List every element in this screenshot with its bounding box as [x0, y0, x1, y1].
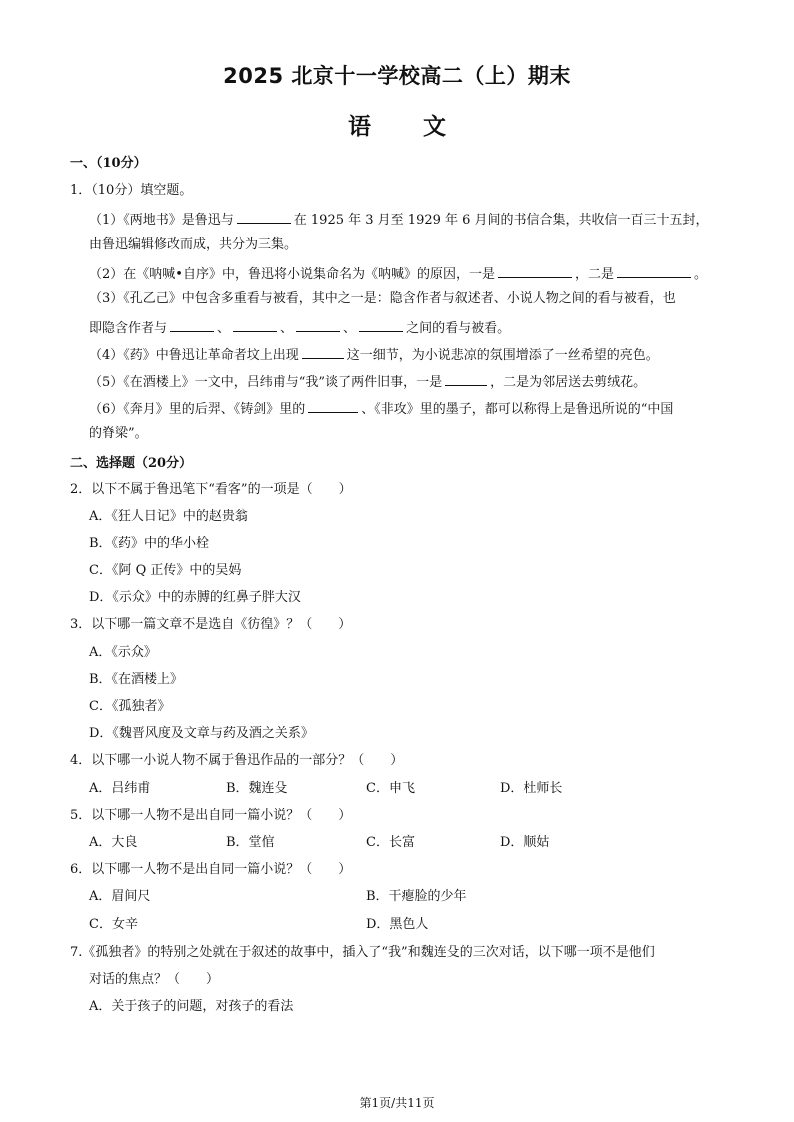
q1-item-6-text-a: （6）《奔月》里的后羿、《铸剑》里的 [89, 402, 306, 417]
q1-item-2 [89, 264, 707, 283]
q7-option-a: A．关于孩子的问题，对孩子的看法 [89, 999, 294, 1014]
q1-item-2-text-a: （2）在《呐喊•自序》中，鲁迅将小说集命名为《呐喊》的原因，一是 [89, 267, 495, 282]
separator: 、 [343, 321, 357, 336]
q1-item-2-text-b: ，二是 [574, 267, 614, 282]
q1-item-5-text-b: ，二是为邻居送去剪绒花。 [490, 375, 647, 390]
question-4-stem: 4．以下哪一小说人物不属于鲁迅作品的一部分？（ ） [70, 753, 404, 768]
separator: 、 [217, 321, 231, 336]
q2-option-b: B．《药》中的华小栓 [89, 536, 210, 551]
q5-option-a: A．大良 [89, 835, 138, 850]
q2-option-a: A．《狂人日记》中的赵贵翁 [89, 509, 248, 524]
page-title: 2025 北京十一学校高二（上）期末 [223, 64, 571, 88]
fill-blank [302, 345, 344, 359]
q6-option-c: C．女辛 [89, 917, 138, 932]
q1-item-6 [89, 399, 673, 418]
section-heading-2: 二、选择题（20分） [70, 456, 193, 471]
q1-item-1-cont: 由鲁迅编辑修改而成，共分为三集。 [89, 237, 298, 252]
q1-item-1 [89, 210, 709, 229]
q1-item-3-cont [89, 318, 510, 337]
question-6-stem: 6．以下哪一人物不是出自同一篇小说？（ ） [70, 862, 352, 877]
q1-item-5-text-a: （5）《在酒楼上》一文中，吕纬甫与“我”谈了两件旧事，一是 [89, 375, 443, 390]
q5-option-c: C．长富 [366, 835, 415, 850]
q1-item-2-text-c: 。 [693, 267, 707, 282]
section-heading-1: 一、（10分） [70, 156, 147, 171]
q3-option-d: D．《魏晋风度及文章与药及酒之关系》 [89, 726, 314, 741]
q1-item-3-text-c: 之间的看与被看。 [406, 321, 511, 336]
q1-item-4-text-b: 这一细节，为小说悲凉的氛围增添了一丝希望的亮色。 [346, 348, 659, 363]
fill-blank [445, 372, 487, 386]
fill-blank [237, 210, 291, 224]
q4-option-b: B．魏连殳 [226, 781, 288, 796]
fill-blank [498, 264, 572, 278]
separator: 、 [280, 321, 294, 336]
question-1-stem: 1．（10分）填空题。 [70, 183, 193, 198]
q6-option-b: B．干瘪脸的少年 [366, 889, 467, 904]
question-3-stem: 3．以下哪一篇文章不是选自《彷徨》？（ ） [70, 617, 352, 632]
fill-blank [170, 318, 214, 332]
subject-title: 语 文 [347, 114, 446, 140]
q6-option-a: A．眉间尺 [89, 889, 151, 904]
fill-blank [308, 399, 358, 413]
q6-option-d: D．黑色人 [366, 917, 429, 932]
fill-blank [296, 318, 340, 332]
page-number: 第1页/共11页 [359, 1096, 435, 1110]
fill-blank [617, 264, 691, 278]
fill-blank [233, 318, 277, 332]
q1-item-5 [89, 372, 646, 391]
q4-option-a: A．吕纬甫 [89, 781, 151, 796]
q1-item-3: （3）《孔乙己》中包含多重看与被看，其中之一是：隐含作者与叙述者、小说人物之间的看与被看，也 [89, 291, 676, 306]
q1-item-3-text-b: 即隐含作者与 [89, 321, 168, 336]
question-7-stem: 7.《孤独者》的特别之处就在于叙述的故事中，插入了“我”和魏连殳的三次对话，以下哪一项不是他们 [70, 945, 655, 960]
question-7-stem-cont: 对话的焦点？（ ） [89, 972, 220, 987]
q3-option-b: B．《在酒楼上》 [89, 672, 184, 687]
q4-option-c: C．申飞 [366, 781, 415, 796]
q1-item-1-text-a: （1）《两地书》是鲁迅与 [89, 213, 234, 228]
q1-item-4-text-a: （4）《药》中鲁迅让革命者坟上出现 [89, 348, 299, 363]
q4-option-d: D．杜师长 [500, 781, 563, 796]
q2-option-c: C．《阿 Q 正传》中的吴妈 [89, 563, 242, 578]
q1-item-4 [89, 345, 659, 364]
q2-option-d: D．《示众》中的赤膊的红鼻子胖大汉 [89, 590, 301, 605]
q5-option-b: B．堂倌 [226, 835, 275, 850]
q3-option-c: C．《孤独者》 [89, 699, 171, 714]
q1-item-6-cont: 的脊梁”。 [89, 426, 148, 441]
fill-blank [359, 318, 403, 332]
question-5-stem: 5．以下哪一人物不是出自同一篇小说？（ ） [70, 808, 352, 823]
q1-item-1-text-b: 在 1925 年 3 月至 1929 年 6 月间的书信合集，共收信一百三十五封， [293, 213, 709, 228]
q1-item-6-text-b: 、《非攻》里的墨子，都可以称得上是鲁迅所说的“中国 [361, 402, 674, 417]
question-2-stem: 2．以下不属于鲁迅笔下“看客”的一项是（ ） [70, 482, 352, 497]
q5-option-d: D．顺姑 [500, 835, 550, 850]
q3-option-a: A．《示众》 [89, 645, 157, 660]
